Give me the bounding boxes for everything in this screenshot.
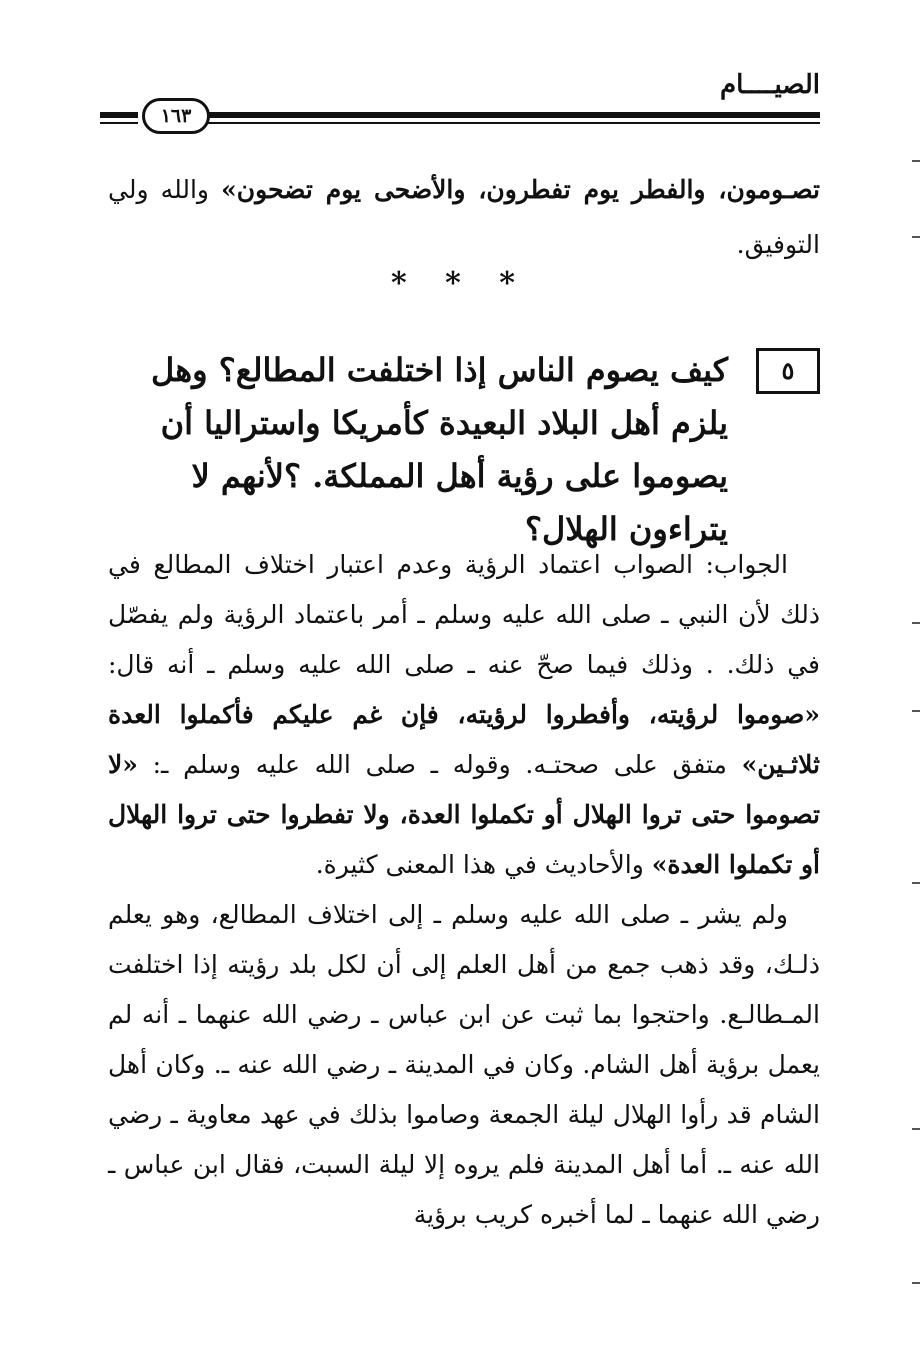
intro-bold-text: تصـومون، والفطر يوم تفطرون، والأضحى يوم تضحون» bbox=[221, 175, 820, 204]
margin-mark bbox=[912, 160, 920, 162]
answer-body bbox=[108, 540, 820, 1240]
rule-thick-line-left bbox=[100, 112, 138, 118]
answer-paragraph-2: ولم يشر ـ صلى الله عليه وسلم ـ إلى اختلاف المطالع، وهو يعلم ذلـك، وقد ذهب جمع من أهل العلم إلى أن لكل بلد رؤيته إذا اختلفت المـطالـع. واحتجوا بما ثبت عن ابن عباس ـ رضي الله عنهما ـ أنه لم يعمل برؤية أهل الشام. وكان في المدينة ـ رضي الله عنه ـ. وكان أهل الشام قد رأوا الهلال ليلة الجمعة وصاموا بذلك في عهد معاوية ـ رضي الله عنه ـ. أما أهل المدينة فلم يروه إلا ليلة السبت، فقال ابن عباس ـ رضي الله عنهما ـ لما أخبره كريب برؤية bbox=[108, 900, 820, 1229]
question-number-box: ٥ bbox=[756, 348, 820, 394]
margin-mark bbox=[912, 882, 920, 884]
answer-text: والأحاديث في هذا المعنى كثيرة. bbox=[315, 850, 652, 879]
hadith-quote: «صوموا لرؤيته، وأفطروا لرؤيته، فإن غم عليكم فأكملوا العدة ثلاثـين» bbox=[108, 700, 820, 779]
margin-mark bbox=[912, 236, 920, 238]
margin-mark bbox=[912, 1128, 920, 1130]
running-title: الصيــــام bbox=[719, 70, 820, 100]
answer-text: متفق على صحتـه. وقوله ـ صلى الله عليه وسلم ـ: bbox=[137, 750, 742, 779]
answer-text: الجواب: الصواب اعتماد الرؤية وعدم اعتبار اختلاف المطالع في ذلك لأن النبي ـ صلى الله عليه وسلم ـ أمر باعتماد الرؤية ولم يفصّل في ذلك. . وذلك فيما صحّ عنه ـ صلى الله عليه وسلم ـ أنه قال: bbox=[108, 550, 820, 679]
rule-thin-line-left bbox=[100, 122, 138, 124]
answer-paragraph-1 bbox=[108, 540, 820, 890]
margin-mark bbox=[912, 1282, 920, 1284]
margin-mark bbox=[912, 710, 920, 712]
question-text: كيف يصوم الناس إذا اختلفت المطالع؟ وهل يلزم أهل البلاد البعيدة كأمريكا واستراليا أن يصوموا على رؤية أهل المملكة. ؟لأنهم لا يتراءون الهلال؟ bbox=[151, 351, 728, 548]
rule-thick-line bbox=[208, 112, 820, 118]
intro-normal-text: والله ولي التوفيق. bbox=[108, 175, 820, 259]
intro-paragraph bbox=[108, 162, 820, 272]
rule-thin-line bbox=[208, 122, 820, 124]
section-separator: * * * bbox=[391, 266, 529, 301]
hadith-quote: «لا تصوموا حتى تروا الهلال أو تكملوا العدة، ولا تفطروا حتى تروا الهلال أو تكملوا العدة» bbox=[108, 750, 820, 879]
page-number: ١٦٣ bbox=[142, 98, 210, 134]
header-rule bbox=[100, 105, 820, 127]
margin-mark bbox=[912, 622, 920, 624]
